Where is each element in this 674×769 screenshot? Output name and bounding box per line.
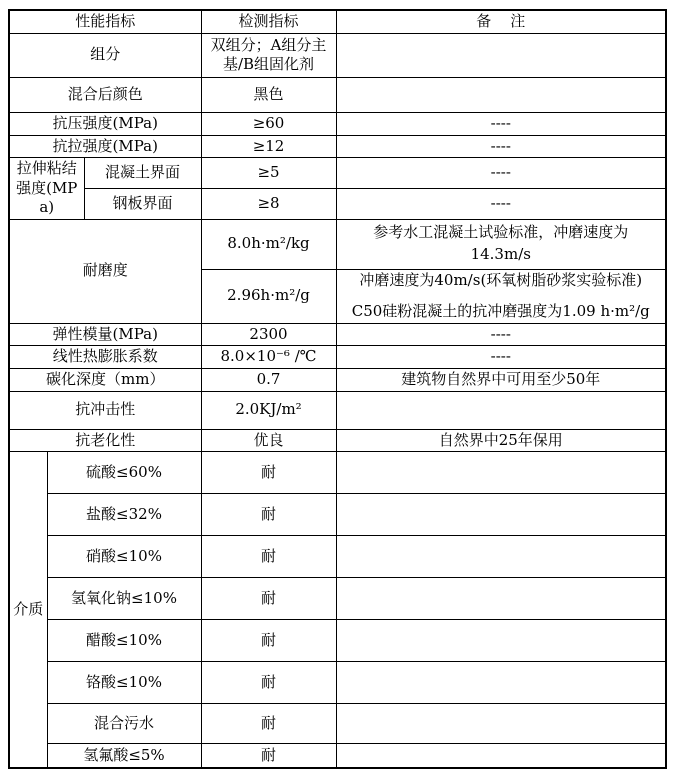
abrasion-remark-2-line2: C50硅粉混凝土的抗冲磨强度为1.09 h·m²/g (351, 302, 650, 320)
row-media-sulfuric (9, 452, 666, 494)
row-media-nitric (9, 536, 666, 578)
row-mixed-color (9, 77, 666, 112)
abrasion-remark-1-line2: 14.3m/s (470, 245, 531, 263)
media-item-label: 盐酸≤32% (47, 494, 201, 536)
bond-steel-label: 钢板界面 (84, 188, 201, 219)
header-test: 检测指标 (201, 10, 336, 33)
bond-concrete-value: ≥5 (201, 158, 336, 189)
media-item-remark (336, 494, 666, 536)
compressive-value: ≥60 (201, 112, 336, 135)
bond-strength-label: 拉伸粘结强度(MPa) (9, 158, 84, 220)
abrasion-value-1: 8.0h·m²/kg (201, 219, 336, 269)
thermal-expansion-remark: ---- (336, 346, 666, 369)
row-compressive-strength (9, 112, 666, 135)
elastic-modulus-label: 弹性模量(MPa) (9, 323, 201, 346)
thermal-expansion-label: 线性热膨胀系数 (9, 346, 201, 369)
compressive-remark: ---- (336, 112, 666, 135)
aging-remark: 自然界中25年保用 (336, 429, 666, 452)
performance-spec-table (8, 9, 667, 769)
media-item-label: 混合污水 (47, 704, 201, 744)
bond-steel-remark: ---- (336, 188, 666, 219)
carbonation-label: 碳化深度（mm） (9, 369, 201, 392)
abrasion-remark-1 (336, 219, 666, 269)
row-aging-resistance (9, 429, 666, 452)
abrasion-label: 耐磨度 (9, 219, 201, 323)
abrasion-remark-2-line1: 冲磨速度为40m/s(环氧树脂砂浆实验标准) (359, 270, 643, 289)
media-item-value: 耐 (201, 494, 336, 536)
component-value: 双组分；A组分主基/B组固化剂 (201, 33, 336, 77)
media-item-label: 氢氧化钠≤10% (47, 578, 201, 620)
row-media-chromic (9, 662, 666, 704)
media-item-remark (336, 620, 666, 662)
media-item-remark (336, 452, 666, 494)
aging-label: 抗老化性 (9, 429, 201, 452)
component-label: 组分 (9, 33, 201, 77)
bond-concrete-remark: ---- (336, 158, 666, 189)
media-item-value: 耐 (201, 452, 336, 494)
bond-concrete-label: 混凝土界面 (84, 158, 201, 189)
elastic-modulus-value: 2300 (201, 323, 336, 346)
abrasion-remark-1-line1: 参考水工混凝土试验标准，冲磨速度为 (373, 223, 629, 242)
media-item-remark (336, 704, 666, 744)
media-item-value: 耐 (201, 536, 336, 578)
compressive-label: 抗压强度(MPa) (9, 112, 201, 135)
carbonation-value: 0.7 (201, 369, 336, 392)
media-item-value: 耐 (201, 662, 336, 704)
media-item-value: 耐 (201, 744, 336, 768)
media-label: 介质 (9, 452, 47, 768)
impact-remark (336, 391, 666, 429)
media-item-value: 耐 (201, 620, 336, 662)
media-item-remark (336, 662, 666, 704)
row-media-hydrofluoric (9, 744, 666, 768)
impact-value: 2.0KJ/m² (201, 391, 336, 429)
media-item-remark (336, 578, 666, 620)
row-abrasion-1 (9, 219, 666, 269)
row-carbonation-depth (9, 369, 666, 392)
carbonation-remark: 建筑物自然界中可用至少50年 (336, 369, 666, 392)
row-elastic-modulus (9, 323, 666, 346)
abrasion-value-2: 2.96h·m²/g (201, 269, 336, 323)
media-item-value: 耐 (201, 578, 336, 620)
header-performance: 性能指标 (9, 10, 201, 33)
mixed-color-remark (336, 77, 666, 112)
bond-steel-value: ≥8 (201, 188, 336, 219)
media-item-value: 耐 (201, 704, 336, 744)
row-media-mixed-sewage (9, 704, 666, 744)
media-item-remark (336, 536, 666, 578)
component-remark (336, 33, 666, 77)
tensile-value: ≥12 (201, 135, 336, 158)
row-impact-resistance (9, 391, 666, 429)
row-bond-concrete (9, 158, 666, 189)
row-media-hydrochloric (9, 494, 666, 536)
aging-value: 优良 (201, 429, 336, 452)
row-media-acetic (9, 620, 666, 662)
impact-label: 抗冲击性 (9, 391, 201, 429)
row-bond-steel (9, 188, 666, 219)
header-remark: 备 注 (336, 10, 666, 33)
media-item-remark (336, 744, 666, 768)
row-thermal-expansion (9, 346, 666, 369)
row-media-sodium-hydroxide (9, 578, 666, 620)
elastic-modulus-remark: ---- (336, 323, 666, 346)
mixed-color-value: 黑色 (201, 77, 336, 112)
row-tensile-strength (9, 135, 666, 158)
media-item-label: 醋酸≤10% (47, 620, 201, 662)
tensile-remark: ---- (336, 135, 666, 158)
abrasion-remark-2 (336, 269, 666, 323)
media-item-label: 氢氟酸≤5% (47, 744, 201, 768)
row-component (9, 33, 666, 77)
mixed-color-label: 混合后颜色 (9, 77, 201, 112)
media-item-label: 铬酸≤10% (47, 662, 201, 704)
media-item-label: 硝酸≤10% (47, 536, 201, 578)
thermal-expansion-value: 8.0×10⁻⁶ /℃ (201, 346, 336, 369)
media-item-label: 硫酸≤60% (47, 452, 201, 494)
tensile-label: 抗拉强度(MPa) (9, 135, 201, 158)
table-header-row (9, 10, 666, 33)
